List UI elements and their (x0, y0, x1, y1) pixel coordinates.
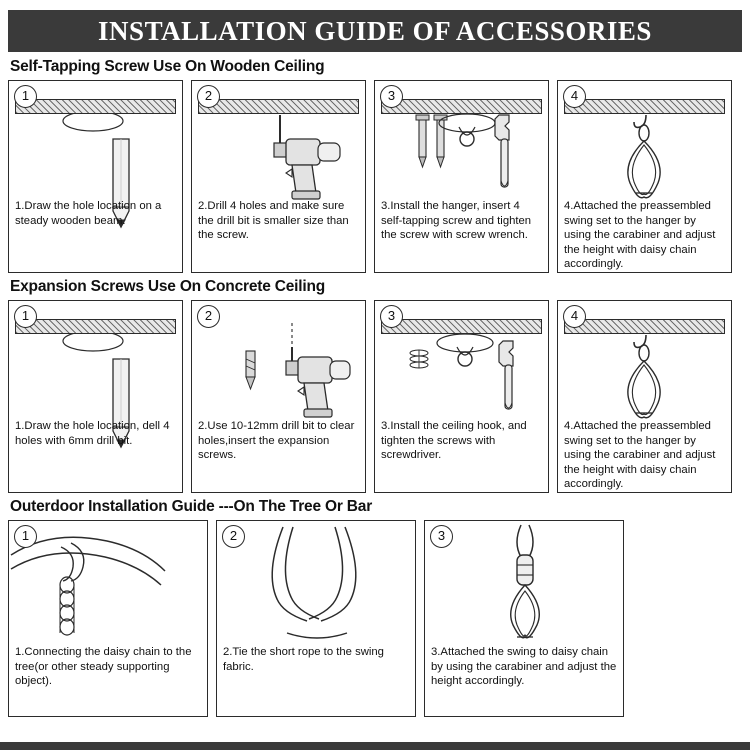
drill-bit-icon (246, 351, 255, 389)
step-caption: 4.Attached the preassembled swing set to the hanger by using the carabiner and adjust the height with daisy chain accordingly. (564, 200, 716, 271)
step-caption: 1.Connecting the daisy chain to the tree(or other steady supporting object). (15, 646, 192, 688)
section-1-steps-row (8, 80, 742, 273)
step-number-badge: 1 (14, 525, 37, 548)
step-caption: 3.Install the ceiling hook, and tighten the screws with screwdriver. (381, 420, 527, 462)
step-card-3-2 (216, 520, 416, 717)
step-number-badge: 1 (14, 85, 37, 108)
step-card-1-1 (8, 80, 183, 273)
step-illustration (9, 521, 207, 643)
step-number-badge: 3 (380, 85, 403, 108)
step-card-1-4 (557, 80, 732, 273)
page-title: INSTALLATION GUIDE OF ACCESSORIES (98, 15, 652, 46)
carabiner-icon (639, 345, 649, 361)
section-3-steps-row (8, 520, 742, 717)
step-number-badge: 3 (380, 305, 403, 328)
daisy-chain-on-branch-illustration (9, 521, 208, 643)
step-caption: 4.Attached the preassembled swing set to the hanger by using the carabiner and adjust the height with daisy chain accordingly. (564, 420, 716, 491)
title-banner (8, 10, 742, 52)
screws-icon (416, 115, 447, 167)
step-card-3-3 (424, 520, 624, 717)
step-number-badge: 2 (197, 305, 220, 328)
power-drill-icon (286, 347, 350, 417)
step-caption: 3.Attached the swing to daisy chain by using the carabiner and adjust the height accordingly. (431, 646, 617, 688)
swing-fabric-icon (287, 633, 347, 638)
section-heading-outdoor: Outerdoor Installation Guide ---On The Tree Or Bar (10, 498, 373, 515)
hatched-ceiling-beam-icon (381, 319, 542, 334)
step-caption: 2.Tie the short rope to the swing fabric. (223, 646, 384, 673)
section-2-steps-row (8, 300, 742, 493)
wrench-icon (495, 115, 509, 187)
hatched-ceiling-beam-icon (564, 99, 725, 114)
step-card-2-4 (557, 300, 732, 493)
step-number-badge: 4 (563, 305, 586, 328)
step-card-3-1 (8, 520, 208, 717)
step-card-1-2 (191, 80, 366, 273)
hatched-ceiling-beam-icon (15, 99, 176, 114)
section-heading-concrete-ceiling: Expansion Screws Use On Concrete Ceiling (10, 278, 326, 295)
hatched-ceiling-beam-icon (381, 99, 542, 114)
step-caption: 3.Install the hanger, insert 4 self-tapping screw and tighten the screw with screw wrench. (381, 200, 532, 242)
daisy-chain-icon (60, 543, 84, 635)
carabiner-icon (639, 125, 649, 141)
rope-tie-swing-fabric-illustration (217, 521, 416, 643)
step-card-2-2 (191, 300, 366, 493)
bottom-spacer (8, 717, 742, 723)
swing-strap-icon (511, 585, 540, 638)
step-card-2-1 (8, 300, 183, 493)
step-number-badge: 1 (14, 305, 37, 328)
footer-strip (0, 742, 750, 750)
carabiner-attach-illustration (425, 521, 624, 643)
step-card-1-3 (374, 80, 549, 273)
step-caption: 2.Drill 4 holes and make sure the drill bit is smaller size than the screw. (198, 200, 349, 242)
rope-icon (517, 525, 533, 557)
step-caption: 1.Draw the hole location on a steady wooden beam. (15, 200, 162, 227)
step-caption: 2.Use 10-12mm drill bit to clear holes,insert the expansion screws. (198, 420, 355, 462)
step-number-badge: 2 (222, 525, 245, 548)
step-caption: 1.Draw the hole location, dell 4 holes with 6mm drill bit. (15, 420, 170, 447)
step-number-badge: 4 (563, 85, 586, 108)
hatched-ceiling-beam-icon (198, 99, 359, 114)
ceiling-hook-icon (437, 334, 493, 366)
hatched-ceiling-beam-icon (564, 319, 725, 334)
wrench-icon (499, 341, 513, 409)
rope-icon (272, 527, 356, 621)
step-illustration (425, 521, 623, 643)
section-heading-wooden-ceiling: Self-Tapping Screw Use On Wooden Ceiling (10, 58, 325, 75)
hatched-ceiling-beam-icon (15, 319, 176, 334)
step-number-badge: 2 (197, 85, 220, 108)
step-illustration (217, 521, 415, 643)
step-card-2-3 (374, 300, 549, 493)
expansion-screw-icon (410, 350, 428, 368)
tree-branch-icon (11, 537, 165, 585)
carabiner-icon (517, 555, 533, 585)
step-number-badge: 3 (430, 525, 453, 548)
